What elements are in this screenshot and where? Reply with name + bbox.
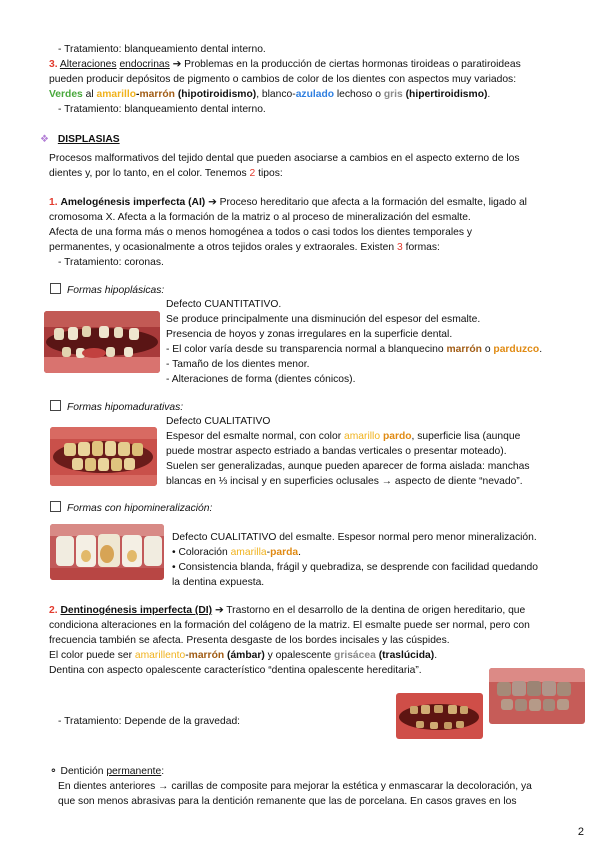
di-line-4: El color puede ser amarillento-marrón (ámbar) y opalescente grisácea (traslúcida). xyxy=(49,650,438,661)
di-line-1: 2. Dentinogénesis imperfecta (DI) ➔ Trastorno en el desarrollo de la dentina de origen hereditario, que xyxy=(49,605,526,616)
dentinogenesis-photo-2 xyxy=(396,693,483,739)
permanente-line: En dientes anteriores → carillas de composite para mejorar la estética y enmascarar la decoloración, ya xyxy=(58,781,532,792)
teeth-photo-image xyxy=(396,693,483,739)
treatment-line: - Tratamiento: blanqueamiento dental interno. xyxy=(58,44,266,55)
hipoplasicas-line: - Tamaño de los dientes menor. xyxy=(166,359,310,370)
hipoplasicas-line: Defecto CUANTITATIVO. xyxy=(166,299,282,310)
checkbox-icon[interactable] xyxy=(50,283,61,294)
ai-line-4: permanentes, y ocasionalmente a otros tejidos orales y extraorales. Existen 3 formas: xyxy=(49,242,440,253)
hipomaduras-line: Suelen ser generalizadas, aunque pueden aparecer de forma aislada: manchas xyxy=(166,461,530,472)
hypomature-teeth-photo xyxy=(50,427,157,486)
hipomin-line: • Coloración amarilla-parda. xyxy=(172,547,301,558)
subsection-heading: Formas hipomadurativas: xyxy=(50,400,183,415)
subsection-heading: Formas con hipomineralización: xyxy=(50,501,212,516)
endocrine-line-2: pueden producir depósitos de pigmento o cambios de color de los dientes con aspectos muy variados: xyxy=(49,74,517,85)
teeth-photo-image xyxy=(489,668,585,724)
hypomineralized-teeth-photo xyxy=(50,524,164,580)
hipomaduras-line: Espesor del esmalte normal, con color amarillo pardo, superficie lisa (aunque xyxy=(166,431,521,442)
treatment-line: - Tratamiento: coronas. xyxy=(58,257,164,268)
di-line-5: Dentina con aspecto opalescente característico “dentina opalescente hereditaria”. xyxy=(49,665,422,676)
endocrine-line-3: Verdes al amarillo-marrón (hipotiroidismo), blanco-azulado lechoso o gris (hipertiroidismo). xyxy=(49,89,491,100)
checkbox-icon[interactable] xyxy=(50,400,61,411)
hipomaduras-line: puede mostrar aspecto estriado a bandas verticales o presentar moteado). xyxy=(166,446,507,457)
hipomin-line: la dentina expuesta. xyxy=(172,577,265,588)
ai-line-2: cromosoma X. Afecta a la formación de la matriz o al proceso de mineralización del esmalte. xyxy=(49,212,471,223)
paragraph-line: Procesos malformativos del tejido dental que pueden asociarse a cambios en el aspecto externo de los xyxy=(49,153,520,164)
permanente-heading: ⚬ Dentición permanente: xyxy=(49,766,165,777)
checkbox-icon[interactable] xyxy=(50,501,61,512)
hipoplasicas-line: - Alteraciones de forma (dientes cónicos). xyxy=(166,374,356,385)
ai-line-3: Afecta de una forma más o menos homogénea a todos o casi todos los dientes temporales y xyxy=(49,227,472,238)
endocrine-line-1: 3. Alteraciones endocrinas ➔ Problemas en la producción de ciertas hormonas tiroideas o paratiroideas xyxy=(49,59,521,70)
hipomaduras-line: blancas en ⅓ incisal y en superficies oclusales → aspecto de diente “nevado”. xyxy=(166,476,523,487)
item-number: 3. xyxy=(49,59,58,70)
hipoplasicas-line: Se produce principalmente una disminución del espesor del esmalte. xyxy=(166,314,481,325)
di-line-3: frecuencia también se afecta. Presenta desgaste de los bordes incisales y las cúspides. xyxy=(49,635,450,646)
ai-line-1: 1. Amelogénesis imperfecta (AI) ➔ Proceso hereditario que afecta a la formación del esmalte, ligado al xyxy=(49,197,527,208)
di-line-2: condiciona alteraciones en la formación del colágeno de la matriz. El esmalte puede ser normal, pero con xyxy=(49,620,530,631)
circle-bullet-icon: ⚬ xyxy=(49,766,58,777)
section-heading: ❖ DISPLASIAS xyxy=(40,134,120,145)
subsection-heading: Formas hipoplásicas: xyxy=(50,283,164,298)
teeth-photo-image xyxy=(50,524,164,580)
teeth-photo-image xyxy=(44,311,160,373)
hipomin-line: Defecto CUALITATIVO del esmalte. Espesor normal pero menor mineralización. xyxy=(172,532,537,543)
teeth-photo-image xyxy=(50,427,157,486)
hipomaduras-line: Defecto CUALITATIVO xyxy=(166,416,271,427)
hipoplasicas-line: Presencia de hoyos y zonas irregulares en la superficie dental. xyxy=(166,329,453,340)
permanente-line: que son menos abrasivas para la dentición remanente que las de porcelana. En casos graves en los xyxy=(58,796,517,807)
treatment-line: - Tratamiento: Depende de la gravedad: xyxy=(58,716,241,727)
dentinogenesis-photo-1 xyxy=(489,668,585,724)
paragraph-line: dientes y, por lo tanto, en el color. Tenemos 2 tipos: xyxy=(49,168,283,179)
hipomin-line: • Consistencia blanda, frágil y quebradiza, se desprende con facilidad quedando xyxy=(172,562,538,573)
hypoplastic-teeth-photo xyxy=(44,311,160,373)
page-number: 2 xyxy=(577,826,584,838)
treatment-line: - Tratamiento: blanqueamiento dental interno. xyxy=(58,104,266,115)
hipoplasicas-line: - El color varía desde su transparencia normal a blanquecino marrón o parduzco. xyxy=(166,344,543,355)
diamond-bullet-icon: ❖ xyxy=(40,134,49,145)
